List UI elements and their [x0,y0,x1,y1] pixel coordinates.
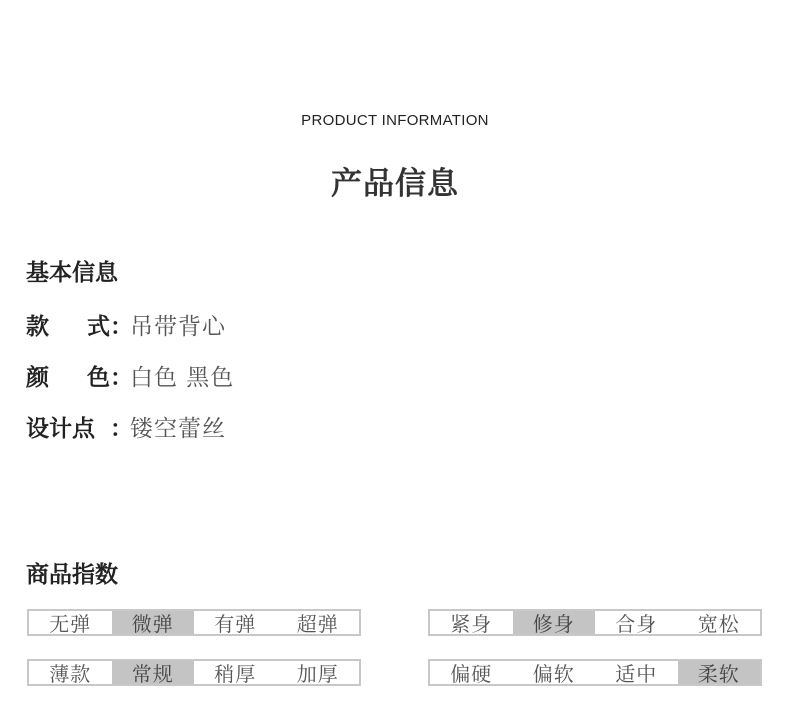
scale-option: 加厚 [296,662,339,686]
basic-info-heading: 基本信息 [26,260,118,286]
scale-option: 无弹 [49,612,92,636]
page-title: 产品信息 [331,166,459,202]
scale-option: 超弹 [296,612,339,636]
thickness-scale [27,659,361,686]
color-row [26,359,234,392]
design-row [26,410,226,443]
design-colon: ： [110,416,133,442]
scale-option: 偏软 [532,662,575,686]
scale-option: 有弹 [214,612,257,636]
scale-option: 稍厚 [214,662,257,686]
color-value: 白色 黑色 [130,365,235,391]
style-row [26,308,226,341]
scale-option: 薄款 [49,662,92,686]
design-value: 镂空蕾丝 [130,416,226,442]
scale-option: 紧身 [450,612,493,636]
scale-option: 适中 [615,662,658,686]
scale-option: 宽松 [697,612,740,636]
product-index-heading: 商品指数 [26,562,118,588]
elasticity-scale [27,609,361,636]
scale-option: 合身 [615,612,658,636]
scale-option: 柔软 [678,661,761,684]
scale-option: 修身 [513,611,596,634]
style-value: 吊带背心 [130,314,226,340]
color-colon: ： [110,365,133,391]
softness-scale [428,659,762,686]
color-label: 颜 色 [26,365,110,391]
style-colon: ： [110,314,133,340]
page-subtitle: PRODUCT INFORMATION [301,112,489,129]
fit-scale [428,609,762,636]
scale-option: 微弹 [112,611,195,634]
style-label: 款 式 [26,314,110,340]
design-label: 设计点 [26,416,95,442]
scale-option: 偏硬 [450,662,493,686]
scale-option: 常规 [112,661,195,684]
